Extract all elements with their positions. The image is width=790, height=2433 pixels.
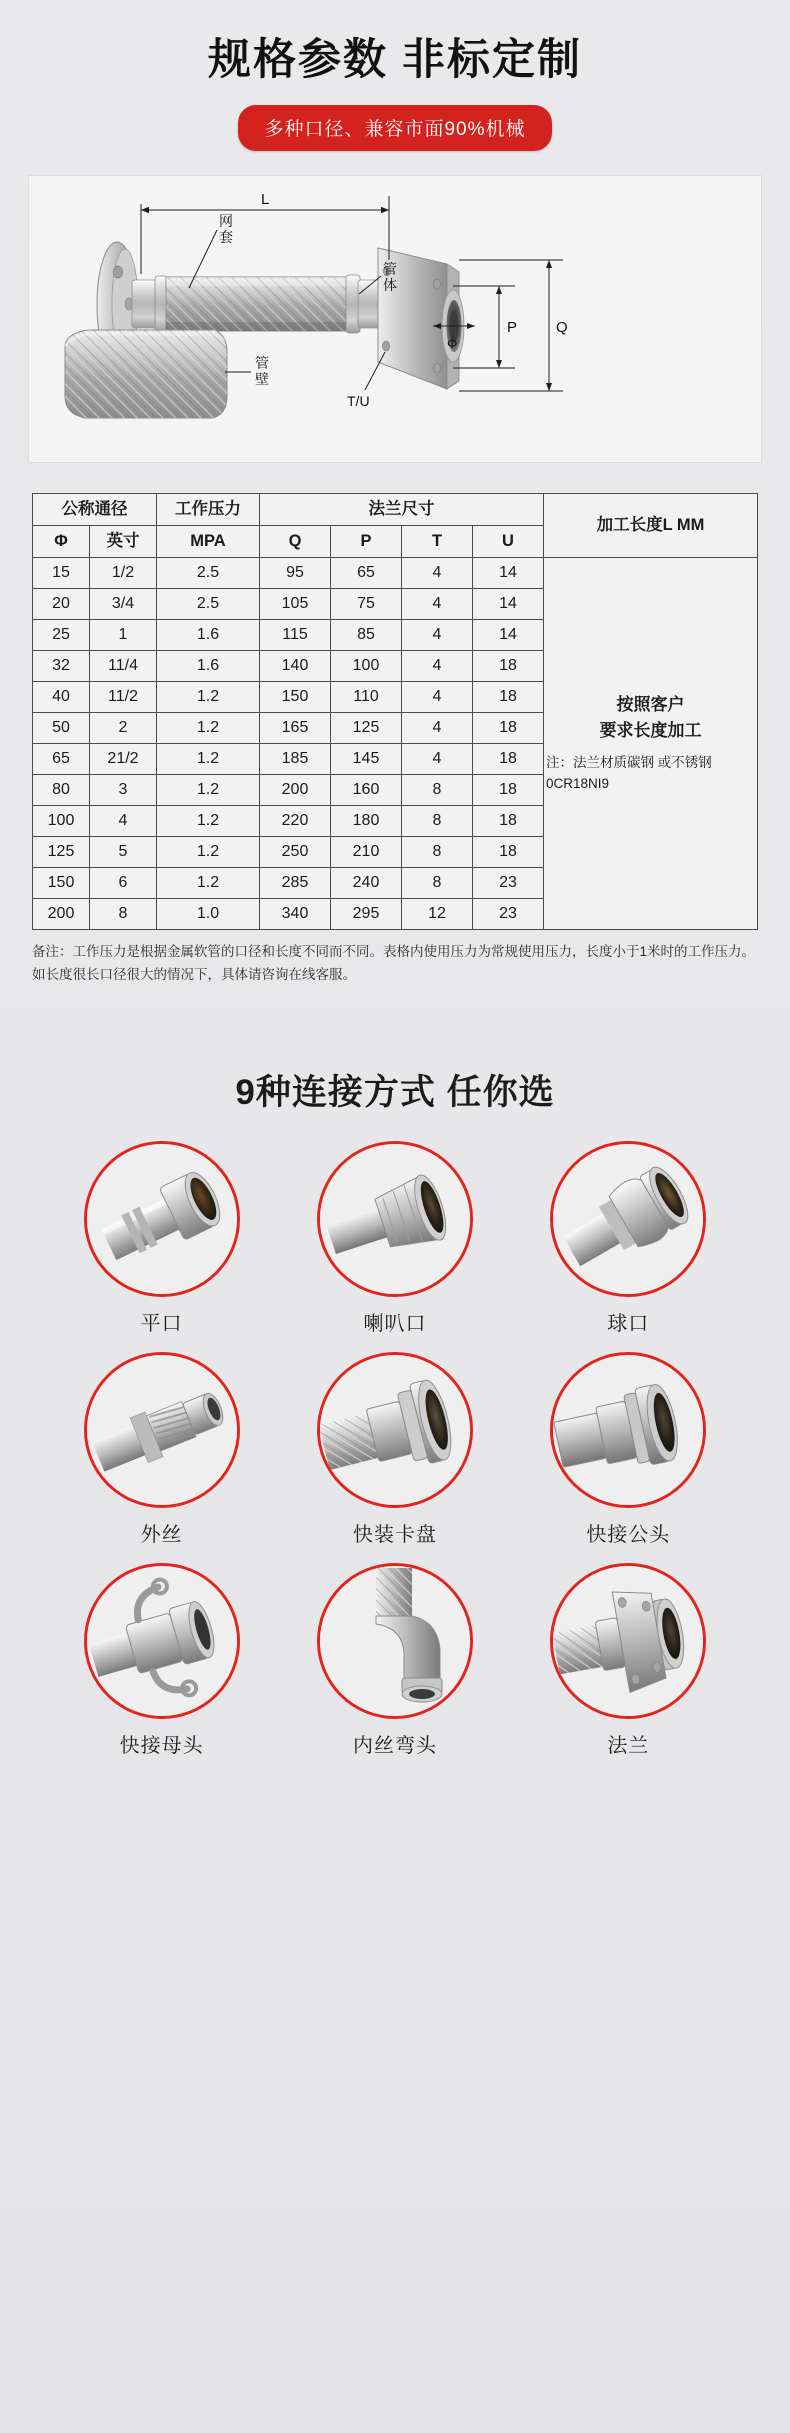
- cell-p: 85: [331, 619, 402, 650]
- cell-u: 18: [473, 805, 544, 836]
- cell-u: 14: [473, 588, 544, 619]
- dimension-label-phi: Φ: [447, 336, 458, 351]
- pipe-flare-end-icon: [317, 1141, 473, 1297]
- cell-t: 4: [402, 743, 473, 774]
- col-header-mpa: MPA: [157, 525, 260, 557]
- connection-item[interactable]: [512, 1352, 745, 1559]
- dimension-label-TU: T/U: [347, 393, 370, 409]
- subtitle-banner: [0, 105, 790, 151]
- cell-inch: 11/4: [90, 650, 157, 681]
- cell-phi: 40: [33, 681, 90, 712]
- cell-q: 150: [260, 681, 331, 712]
- connection-item[interactable]: [278, 1352, 511, 1559]
- cell-inch: 5: [90, 836, 157, 867]
- cell-u: 18: [473, 774, 544, 805]
- cell-u: 14: [473, 619, 544, 650]
- cell-phi: 65: [33, 743, 90, 774]
- cell-p: 100: [331, 650, 402, 681]
- table-group-header-row: [33, 494, 758, 526]
- cell-phi: 200: [33, 898, 90, 929]
- cell-q: 165: [260, 712, 331, 743]
- dimension-label-Q: Q: [556, 319, 568, 336]
- connections-title-strong: 9种连接方式: [235, 1072, 436, 1112]
- subtitle-text: 多种口径、兼容市面90%机械: [238, 105, 551, 151]
- cell-q: 140: [260, 650, 331, 681]
- connection-label: 外丝: [140, 1523, 183, 1546]
- pipe-plain-end-icon: [84, 1141, 240, 1297]
- col-header-p: P: [331, 525, 402, 557]
- cell-phi: 125: [33, 836, 90, 867]
- connection-item[interactable]: [278, 1141, 511, 1348]
- label-body-1: 管: [383, 261, 397, 277]
- cell-mpa: 1.0: [157, 898, 260, 929]
- hose-assembly-illustration: [29, 176, 762, 462]
- cell-q: 250: [260, 836, 331, 867]
- cell-mpa: 2.5: [157, 588, 260, 619]
- cell-inch: 21/2: [90, 743, 157, 774]
- label-mesh-1: 网: [219, 213, 233, 229]
- clamp-ferrule-icon: [317, 1352, 473, 1508]
- dimension-label-P: P: [507, 319, 518, 336]
- cell-t: 12: [402, 898, 473, 929]
- cell-inch: 6: [90, 867, 157, 898]
- group-header-flange: 法兰尺寸: [260, 494, 544, 526]
- cell-mpa: 1.2: [157, 867, 260, 898]
- col-header-t: T: [402, 525, 473, 557]
- page-title: [0, 0, 790, 87]
- cell-t: 4: [402, 588, 473, 619]
- cell-phi: 15: [33, 557, 90, 588]
- cell-u: 18: [473, 681, 544, 712]
- cell-p: 145: [331, 743, 402, 774]
- cell-q: 185: [260, 743, 331, 774]
- cell-t: 8: [402, 867, 473, 898]
- connection-label: 内丝弯头: [352, 1734, 437, 1757]
- cell-q: 105: [260, 588, 331, 619]
- cell-t: 8: [402, 836, 473, 867]
- connection-item[interactable]: [278, 1563, 511, 1770]
- connection-grid: [45, 1141, 745, 1770]
- connections-title: [0, 1065, 790, 1115]
- cell-t: 4: [402, 681, 473, 712]
- cell-p: 125: [331, 712, 402, 743]
- cell-q: 220: [260, 805, 331, 836]
- cell-mpa: 1.2: [157, 712, 260, 743]
- connection-label: 喇叭口: [363, 1312, 427, 1335]
- connection-label: 快接母头: [119, 1734, 204, 1757]
- cell-t: 4: [402, 712, 473, 743]
- cell-p: 160: [331, 774, 402, 805]
- cell-phi: 25: [33, 619, 90, 650]
- technical-drawing-panel: [28, 175, 762, 463]
- cell-inch: 11/2: [90, 681, 157, 712]
- connection-label: 球口: [607, 1312, 650, 1335]
- cell-mpa: 1.2: [157, 805, 260, 836]
- connections-title-light: 任你选: [446, 1072, 555, 1112]
- cell-p: 180: [331, 805, 402, 836]
- male-thread-icon: [84, 1352, 240, 1508]
- cell-p: 295: [331, 898, 402, 929]
- cell-inch: 4: [90, 805, 157, 836]
- label-wall-2: 壁: [255, 371, 269, 387]
- label-mesh-2: 套: [219, 229, 233, 245]
- cell-phi: 150: [33, 867, 90, 898]
- spec-table: [32, 493, 758, 930]
- group-header-nominal: 公称通径: [33, 494, 157, 526]
- female-thread-elbow-icon: [317, 1563, 473, 1719]
- cell-mpa: 1.2: [157, 774, 260, 805]
- dimension-label-L: L: [261, 191, 270, 208]
- side-note-line2: 要求长度加工: [599, 720, 702, 740]
- cell-phi: 32: [33, 650, 90, 681]
- cell-p: 65: [331, 557, 402, 588]
- cell-q: 200: [260, 774, 331, 805]
- cell-mpa: 1.6: [157, 619, 260, 650]
- label-body-2: 体: [383, 277, 397, 293]
- connection-label: 快接公头: [586, 1523, 671, 1546]
- connection-item[interactable]: [45, 1563, 278, 1770]
- group-header-length: 加工长度L MM: [544, 494, 758, 558]
- cell-p: 240: [331, 867, 402, 898]
- braid-closeup-inset: [65, 330, 227, 418]
- cell-mpa: 1.2: [157, 836, 260, 867]
- connection-label: 平口: [140, 1312, 183, 1335]
- connection-item[interactable]: [45, 1141, 278, 1348]
- cell-phi: 100: [33, 805, 90, 836]
- cell-q: 340: [260, 898, 331, 929]
- col-header-q: Q: [260, 525, 331, 557]
- cell-q: 285: [260, 867, 331, 898]
- cell-mpa: 2.5: [157, 557, 260, 588]
- cell-phi: 80: [33, 774, 90, 805]
- cell-p: 210: [331, 836, 402, 867]
- cell-inch: 2: [90, 712, 157, 743]
- cell-p: 75: [331, 588, 402, 619]
- connection-item[interactable]: [512, 1141, 745, 1348]
- col-header-u: U: [473, 525, 544, 557]
- spec-table-wrap: [32, 493, 758, 930]
- table-row: [33, 557, 758, 588]
- connection-label: 快装卡盘: [352, 1523, 437, 1546]
- flange-icon: [550, 1563, 706, 1719]
- col-header-phi: Φ: [33, 525, 90, 557]
- page-title-light: 非标定制: [401, 36, 582, 84]
- cell-t: 4: [402, 650, 473, 681]
- cell-phi: 50: [33, 712, 90, 743]
- cell-mpa: 1.6: [157, 650, 260, 681]
- connection-item[interactable]: [45, 1352, 278, 1559]
- pipe-ball-end-icon: [550, 1141, 706, 1297]
- cell-u: 18: [473, 712, 544, 743]
- cell-t: 8: [402, 774, 473, 805]
- cell-inch: 1: [90, 619, 157, 650]
- cell-u: 18: [473, 836, 544, 867]
- cell-u: 18: [473, 650, 544, 681]
- cell-phi: 20: [33, 588, 90, 619]
- connection-label: 法兰: [607, 1734, 650, 1757]
- cell-q: 115: [260, 619, 331, 650]
- quick-coupler-female-icon: [84, 1563, 240, 1719]
- cell-t: 4: [402, 557, 473, 588]
- cell-t: 8: [402, 805, 473, 836]
- page-title-strong: 规格参数: [208, 36, 389, 84]
- side-note-small: 注：法兰材质碳钢 或不锈钢0CR18NI9: [546, 755, 712, 791]
- side-note-cell: [544, 557, 758, 929]
- cell-inch: 1/2: [90, 557, 157, 588]
- cell-inch: 3/4: [90, 588, 157, 619]
- group-header-pressure: 工作压力: [157, 494, 260, 526]
- cell-inch: 8: [90, 898, 157, 929]
- cell-u: 23: [473, 898, 544, 929]
- cell-u: 18: [473, 743, 544, 774]
- cell-u: 14: [473, 557, 544, 588]
- cell-inch: 3: [90, 774, 157, 805]
- braided-hose: [166, 277, 348, 331]
- cell-q: 95: [260, 557, 331, 588]
- table-remark: 备注：工作压力是根据金属软管的口径和长度不同而不同。表格内使用压力为常规使用压力，长度小于1米时的工作压力。如长度很长口径很大的情况下，具体请咨询在线客服。: [32, 943, 756, 983]
- cell-p: 110: [331, 681, 402, 712]
- side-note-line1: 按照客户: [616, 695, 685, 715]
- quick-coupler-male-icon: [550, 1352, 706, 1508]
- cell-mpa: 1.2: [157, 743, 260, 774]
- cell-mpa: 1.2: [157, 681, 260, 712]
- cell-u: 23: [473, 867, 544, 898]
- cell-t: 4: [402, 619, 473, 650]
- col-header-inch: 英寸: [90, 525, 157, 557]
- connection-item[interactable]: [512, 1563, 745, 1770]
- label-wall-1: 管: [255, 355, 269, 371]
